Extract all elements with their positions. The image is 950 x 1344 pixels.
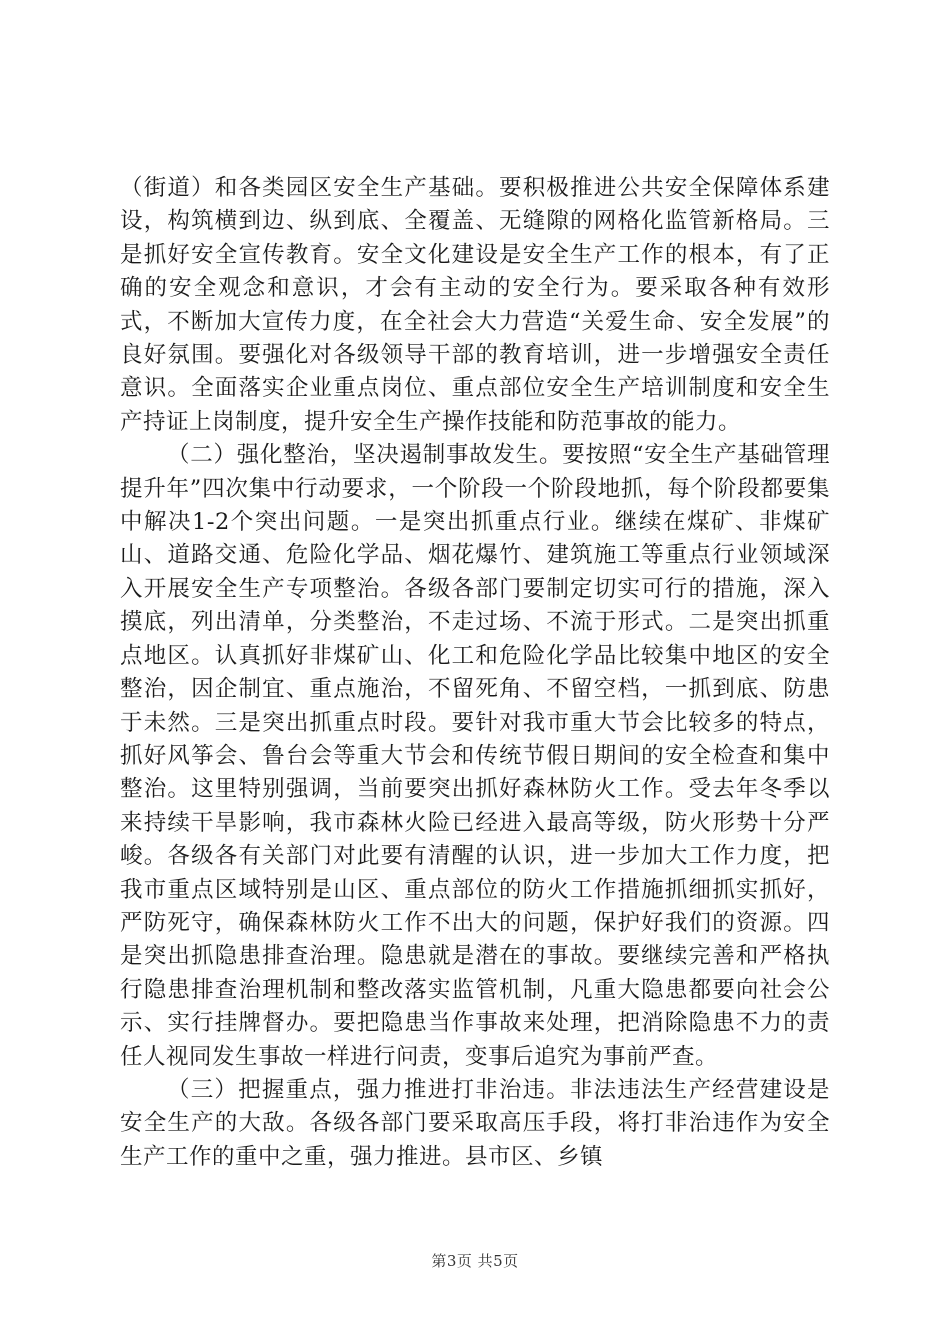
paragraph-section-three: （三）把握重点，强力推进打非治违。非法违法生产经营建设是安全生产的大敌。各级各部门要采取高压手段，将打非治违作为安全生产工作的重中之重，强力推进。县市区、乡镇 [120, 1076, 830, 1170]
page-footer: 第3页 共5页 [431, 1252, 519, 1270]
paragraph-continuation: （街道）和各类园区安全生产基础。要积极推进公共安全保障体系建设，构筑横到边、纵到底、全覆盖、无缝隙的网格化监管新格局。三是抓好安全宣传教育。安全文化建设是安全生产工作的根本，有了正确的安全观念和意识，才会有主动的安全行为。要采取各种有效形式，不断加大宣传力度，在全社会大力营造“关爱生命、安全发展”的良好氛围。要强化对各级领导干部的教育培训，进一步增强安全责任意识。全面落实企业重点岗位、重点部位安全生产培训制度和安全生产持证上岗制度，提升安全生产操作技能和防范事故的能力。 [120, 175, 830, 435]
document-body [120, 172, 830, 1174]
paragraph-section-two: （二）强化整治，坚决遏制事故发生。要按照“安全生产基础管理提升年”四次集中行动要求，一个阶段一个阶段地抓，每个阶段都要集中解决1-2个突出问题。一是突出抓重点行业。继续在煤矿、非煤矿山、道路交通、危险化学品、烟花爆竹、建筑施工等重点行业领域深入开展安全生产专项整治。各级各部门要制定切实可行的措施，深入摸底，列出清单，分类整治，不走过场、不流于形式。二是突出抓重点地区。认真抓好非煤矿山、化工和危险化学品比较集中地区的安全整治，因企制宜、重点施治，不留死角、不留空档，一抓到底、防患于未然。三是突出抓重点时段。要针对我市重大节会比较多的特点，抓好风筝会、鲁台会等重大节会和传统节假日期间的安全检查和集中整治。这里特别强调，当前要突出抓好森林防火工作。受去年冬季以来持续干旱影响，我市森林火险已经进入最高等级，防火形势十分严峻。各级各有关部门对此要有清醒的认识，进一步加大工作力度，把我市重点区域特别是山区、重点部位的防火工作措施抓细抓实抓好，严防死守，确保森林防火工作不出大的问题，保护好我们的资源。四是突出抓隐患排查治理。隐患就是潜在的事故。要继续完善和严格执行隐患排查治理机制和整改落实监管机制，凡重大隐患都要向社会公示、实行挂牌督办。要把隐患当作事故来处理，把消除隐患不力的责任人视同发生事故一样进行问责，变事后追究为事前严查。 [120, 442, 830, 1070]
